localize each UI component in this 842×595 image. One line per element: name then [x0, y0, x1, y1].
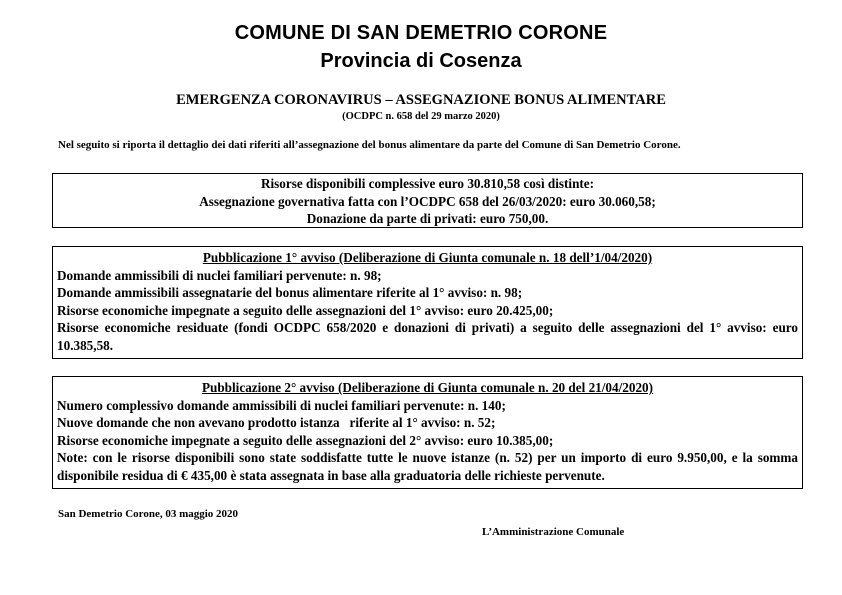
- risorse-line-3: Donazione da parte di privati: euro 750,00.: [306, 211, 549, 227]
- avviso1-line-2: Domande ammissibili assegnatarie del bonus alimentare riferite al 1° avviso: n. 98;: [57, 285, 523, 301]
- intro-text: Nel seguito si riporta il dettaglio dei dati riferiti all’assegnazione del bonus alimentare da parte del Comune di San Demetrio Corone.: [58, 139, 681, 151]
- document-title: EMERGENZA CORONAVIRUS – ASSEGNAZIONE BONUS ALIMENTARE: [176, 92, 666, 108]
- avviso1-box: [52, 246, 803, 359]
- signature: L’Amministrazione Comunale: [482, 526, 625, 538]
- comune-title: COMUNE DI SAN DEMETRIO CORONE: [234, 22, 608, 44]
- provincia-title: Provincia di Cosenza: [320, 50, 522, 72]
- avviso1-line-3: Risorse economiche impegnate a seguito delle assegnazioni del 1° avviso: euro 20.425,00;: [57, 302, 554, 318]
- place-date: San Demetrio Corone, 03 maggio 2020: [58, 508, 239, 520]
- document-subtitle: (OCDPC n. 658 del 29 marzo 2020): [342, 111, 500, 122]
- avviso1-line-4: Risorse economiche residuate (fondi OCDPC 658/2020 e donazioni di privati) a seguito delle assegnazioni del 1° avviso: euro 10.385,58.: [57, 320, 798, 353]
- avviso2-box: [52, 376, 803, 489]
- avviso2-line-2: Nuove domande che non avevano prodotto istanza riferite al 1° avviso: n. 52;: [57, 415, 496, 431]
- risorse-box: [52, 173, 803, 228]
- risorse-line-2: Assegnazione governativa fatta con l’OCDPC 658 del 26/03/2020: euro 30.060,58;: [199, 193, 656, 209]
- risorse-line-1: Risorse disponibili complessive euro 30.810,58 così distinte:: [260, 176, 595, 191]
- avviso2-heading: Pubblicazione 2° avviso (Deliberazione di Giunta comunale n. 20 del 21/04/2020): [201, 380, 654, 395]
- avviso1-line-1: Domande ammissibili di nuclei familiari pervenute: n. 98;: [57, 267, 382, 283]
- avviso2-line-4: Note: con le risorse disponibili sono state soddisfatte tutte le nuove istanze (n. 52) per un importo di euro 9.950,00, e la somma disponibile residua di € 435,00 è stata assegnata in base alla graduatoria delle richieste pervenute.: [57, 450, 798, 483]
- avviso1-heading: Pubblicazione 1° avviso (Deliberazione di Giunta comunale n. 18 dell’1/04/2020): [202, 250, 653, 265]
- avviso2-line-1: Numero complessivo domande ammissibili di nuclei familiari pervenute: n. 140;: [57, 397, 506, 413]
- avviso2-line-3: Risorse economiche impegnate a seguito delle assegnazioni del 2° avviso: euro 10.385,00;: [57, 432, 554, 448]
